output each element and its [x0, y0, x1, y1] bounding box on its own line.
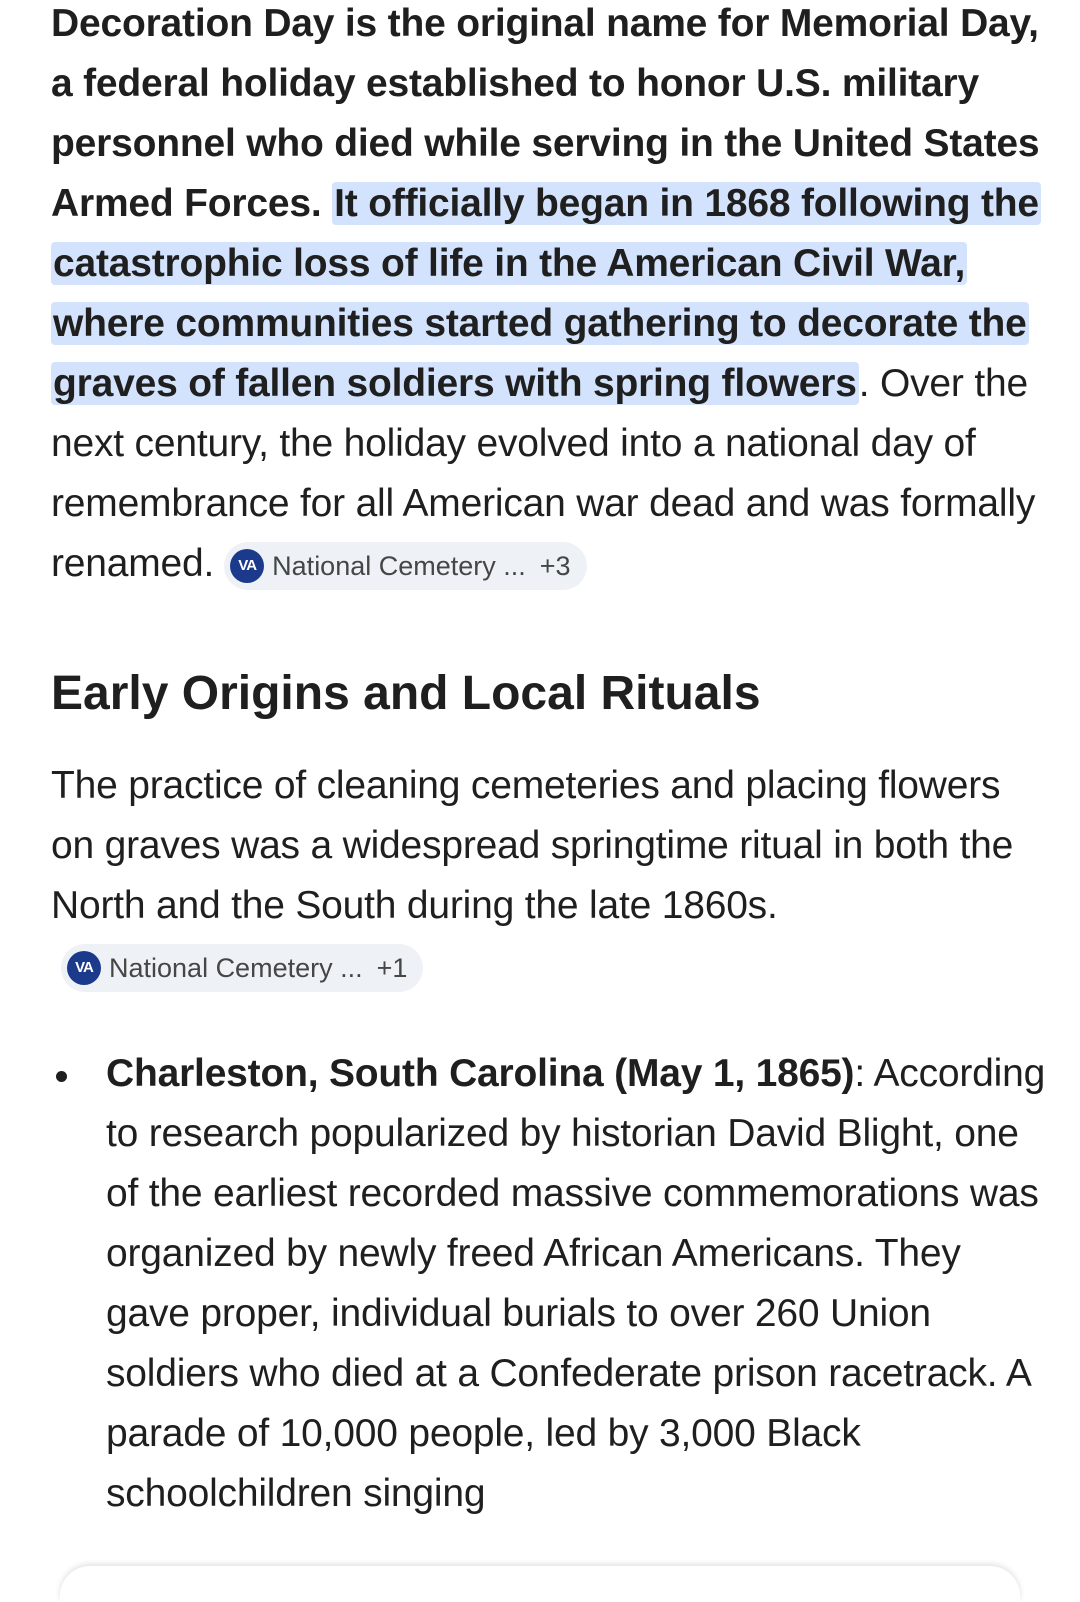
intro-text-plain: Decoration Day is the original name for Memorial Day, a federal holiday established to honor U.S. military personnel who died while serving in the United States Armed Forces. — [51, 2, 1040, 225]
section-paragraph — [51, 756, 1051, 996]
source-chip-count: +1 — [376, 953, 408, 983]
list-item — [51, 1044, 1051, 1524]
bullet-dot-icon — [56, 1071, 67, 1082]
source-chip-count: +3 — [539, 551, 571, 581]
va-logo-icon: VA — [230, 549, 264, 583]
source-chip-label: National Cemetery ... — [272, 551, 526, 581]
intro-paragraph — [51, 0, 1051, 594]
source-chip-label: National Cemetery ... — [109, 953, 363, 983]
article-content — [51, 0, 1051, 1524]
intro-text-highlighted[interactable]: It officially began in 1868 following the catastrophic loss of life in the American Civil War, where communities started gathering to decorate the graves of fallen soldiers with spring flowers — [53, 182, 1039, 405]
source-chip-intro[interactable] — [224, 542, 586, 590]
source-chip-section[interactable] — [61, 944, 423, 992]
bullet-title: Charleston, South Carolina (May 1, 1865) — [106, 1052, 855, 1095]
section-heading: Early Origins and Local Rituals — [51, 667, 761, 720]
bullet-list — [51, 1044, 1051, 1524]
intro-text-after: . Over the next century, the holiday evolved into a national day of remembrance for all American war dead and was formally renamed. — [51, 362, 1036, 585]
bullet-body: According to research popularized by historian David Blight, one of the earliest recorded massive commemorations was organized by newly freed African Americans. They gave proper, individual burials to over 260 Union soldiers who died at a Confederate prison racetrack. A parade of 10,000 people, led by 3,000 Black schoolchildren singing — [106, 1052, 1046, 1515]
bullet-separator: : — [854, 1052, 865, 1095]
va-logo-icon: VA — [67, 951, 101, 985]
section-paragraph-text: The practice of cleaning cemeteries and placing flowers on graves was a widespread springtime ritual in both the North and the South during the late 1860s. — [51, 764, 1014, 927]
bottom-sheet-edge[interactable] — [60, 1566, 1020, 1602]
